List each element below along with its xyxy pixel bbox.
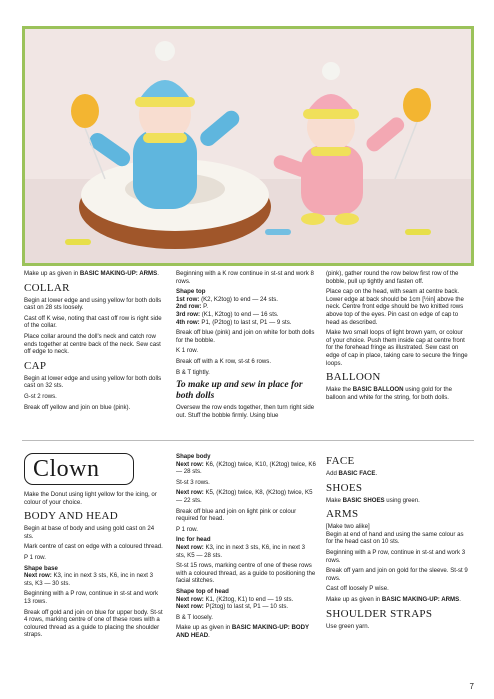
shape-body-subheading: Shape body: [176, 453, 211, 460]
inc-head-subheading: Inc for head: [176, 536, 211, 544]
face-heading: FACE: [326, 455, 355, 467]
cap-top-column: Beginning with a K row continue in st-st and work 8 rows. Shape top 1st row: (K2, K2tog) to end — 24 sts. 2nd row: P. 3rd row: (K1, K2tog) to end — 16 sts. 4th row: P1, (P2tog) to last st, P1 — 9 sts. Break off blue (pink) and join on white for both dolls for the bobble. K 1 row. Break off with a K row, st-st 6 rows. B & T tightly. To make up and sew in place for both dolls Oversew the row ends together, then turn right side out. Stuff the bobble firmly. Using blue: [176, 270, 315, 419]
cap-heading: CAP: [24, 359, 47, 372]
shape-base-subheading: Shape base: [24, 564, 58, 572]
section-divider: [22, 440, 474, 441]
finishing-column: (pink), gather round the row below first row of the bobble, pull up tightly and fasten off. Place cap on the head, with seam at centre back. Lower edge at back should be 1cm [½in] above the neck. Centre front edge should be two knitted rows above top of the eyes. Pin cast on edge of cap to head as described. Make two small loops of light brown yarn, or colour of your choice. Push them inside cap at centre front for the forehead fringe as illustrated. Sew cast on edge of cap in place, taking care to secure the fringe loops. BALLOON Make the BASIC BALLOON using gold for the balloon and white for the string, for both dolls.: [326, 270, 468, 401]
arms-heading: ARMS: [326, 508, 359, 521]
knitted-clowns-photo: [22, 26, 474, 266]
collar-cap-column: Make up as given in BASIC MAKING-UP: ARMS. COLLAR Begin at lower edge and using yellow for both dolls cast on 28 sts loosely. Cast off K wise, noting that cast off row is right side of the collar. Place collar around the doll's neck and catch row ends together at centre back of the neck. Sew cast off edge to neck. CAP Begin at lower edge and using yellow for both dolls cast on 32 sts. G-st 2 rows. Break off yellow and join on blue (pink).: [24, 270, 164, 414]
make-up-heading: To make up and sew in place for both dolls: [176, 380, 303, 402]
face-arms-column: FACE Add BASIC FACE. SHOES Make BASIC SHOES using green. ARMS [Make two alike] Begin at end of hand and using the same colour as for the head cast on 10 sts. Beginning with a P row, continue in st-st and work 3 rows. Break off yarn and join on gold for the sleeve. St-st 9 rows. Cast off loosely P wise. Make up as given in BASIC MAKING-UP: ARMS. SHOULDER STRAPS Use green yarn.: [326, 455, 468, 630]
clown-title-box: [24, 453, 134, 485]
shoulder-straps-heading: SHOULDER STRAPS: [326, 607, 433, 620]
clown-title: Clown: [33, 455, 100, 482]
shape-body-column: Shape body Next row: K6, (K2tog) twice, K10, (K2tog) twice, K6 — 28 sts. St-st 3 rows. Next row: K5, (K2tog) twice, K8, (K2tog) twice, K5 — 22 sts. Break off blue and join on light pink or colour required for head. P 1 row. Inc for head Next row: K3, inc in next 3 sts, K6, inc in next 3 sts, K5 — 28 sts. St-st 15 rows, marking centre of one of these rows with a coloured thread, as a guide to positioning the facial stitches. Shape top of head Next row: K1, (K2tog, K1) to end — 19 sts. Next row: P(2tog) to last st, P1 — 10 sts. B & T loosely. Make up as given in BASIC MAKING-UP: BODY AND HEAD.: [176, 453, 316, 639]
balloon-heading: BALLOON: [326, 371, 381, 384]
collar-heading: COLLAR: [24, 281, 70, 294]
shape-top-subheading: Shape top: [176, 288, 206, 296]
body-head-heading: BODY AND HEAD: [24, 510, 118, 523]
body-head-column: Make the Donut using light yellow for the icing, or colour of your choice. BODY AND HEAD Begin at base of body and using gold cast on 24 sts. Mark centre of cast on edge with a coloured thread. P 1 row. Shape base Next row: K3, inc in next 3 sts, K6, inc in next 3 sts, K3 — 30 sts. Beginning with a P row, continue in st-st and work 13 rows. Break off gold and join on blue for upper body. St-st 4 rows, marking centre of one of these rows with a coloured thread as a guide to placing the shoulder straps.: [24, 491, 163, 639]
shoes-heading: SHOES: [326, 481, 363, 494]
photo-illustration: [25, 29, 471, 263]
page-number: 7: [469, 682, 474, 691]
shape-top-head-subheading: Shape top of head: [176, 587, 229, 595]
